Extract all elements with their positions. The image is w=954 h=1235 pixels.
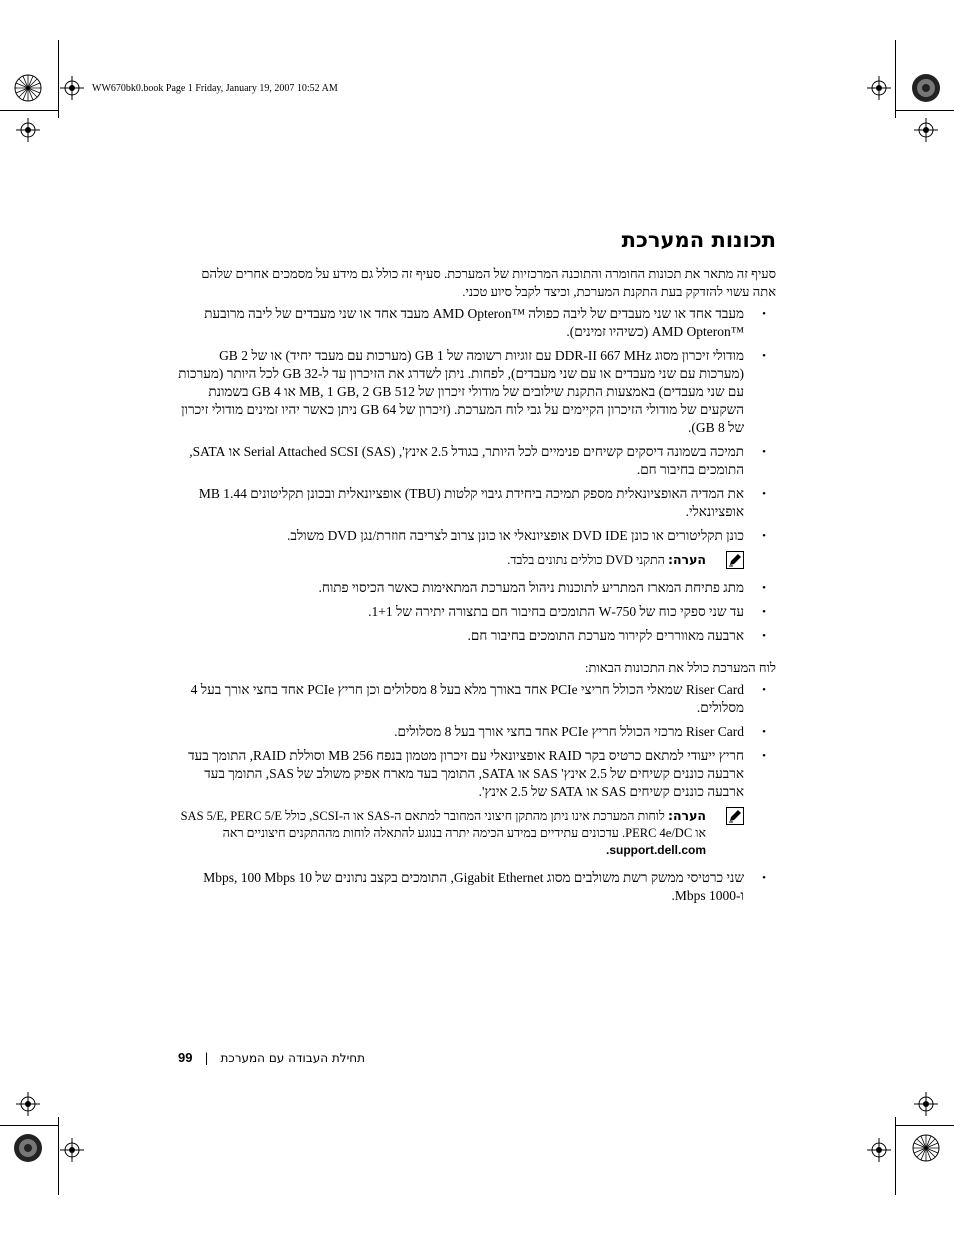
feature-list-a xyxy=(178,305,776,545)
list-item: • מודולי זיכרון מסוג DDR-II 667 MHz עם זוגיות רשומה של 1 GB (מערכות עם מעבד יחיד) או של 2 GB (מערכות עם שני מעבדים או עם שני מעבדים), לפחות. ניתן לשדרג את הזיכרון עד ל-32 GB לכל היותר (מערכות עם שני מעבדים) באמצעות התקנת שילובים של מודולי זיכרון של 512 MB, 1 GB, 2 GB או 4 GB בשמונת השקעים של מודולי הזיכרון הקיימים על גבי לוח המערכת. (זיכרון של 64 GB ניתן כאשר יהיו זמינים מודולי זיכרון של 8 GB). xyxy=(178,348,766,436)
bullet: • xyxy=(762,750,766,763)
crop-line-bottom-right-v xyxy=(895,1117,896,1195)
note-label: הערה: xyxy=(667,552,706,568)
list-item: • כונן תקליטורים או כונן DVD IDE אופציונאלי או כונן צרוב לצריבה חוזרת/נגן DVD משולב. xyxy=(286,528,766,544)
bullet: • xyxy=(762,684,766,697)
crop-line-top-left-v xyxy=(58,40,59,118)
crosshair-top-left-inner xyxy=(60,76,84,100)
chapter-title: תחילת העבודה עם המערכת xyxy=(220,1051,366,1065)
feature-list-d xyxy=(178,869,776,905)
list-item: • ארבעה מאווררים לקירור מערכת התומכים בחיבור חם. xyxy=(467,628,766,644)
page-number: 99 xyxy=(178,1050,193,1065)
note-text: התקני DVD כוללים נתונים בלבד. xyxy=(507,553,665,568)
bullet: • xyxy=(762,350,766,363)
crosshair-top-left-outer xyxy=(16,118,40,142)
page-content xyxy=(178,228,776,911)
bullet: • xyxy=(762,308,766,321)
registration-mark-top-right xyxy=(906,68,946,108)
registration-mark-bottom-left xyxy=(8,1128,48,1168)
list-item: • Riser Card שמאלי הכולל חריצי PCIe אחד באורך מלא בעל 8 מסלולים וכן חריץ PCIe אחד בחצי אורך בעל 4 מסלולים. xyxy=(190,682,766,716)
note-label: הערה: xyxy=(667,808,706,824)
note-pencil-icon xyxy=(726,807,744,825)
registration-mark-top-left xyxy=(8,68,48,108)
crop-line-bottom-right-h xyxy=(895,1125,954,1126)
list-item: • מעבד אחד או שני מעבדים של ליבה כפולה ™AMD Opteron מעבד אחד או שני מעבדים של ליבה מרובעת ™AMD Opteron (כשיהיו זמינים). xyxy=(204,306,766,340)
crop-line-top-right-h xyxy=(895,110,954,111)
list-item: • Riser Card מרכזי הכולל חריץ PCIe אחד בחצי אורך בעל 8 מסלולים. xyxy=(394,724,766,740)
note-pencil-icon xyxy=(726,551,744,569)
list-item: • חריץ ייעודי למתאם כרטיס בקר RAID אופציונאלי עם זיכרון מטמון בנפח 256 MB וסוללת RAID, התומך בעד ארבעה כוננים קשיחים של 2.5 אינץ' SAS או SATA, התומך בעד מארח אפיק משולב של SAS, התומך בעד ארבעה כוננים קשיחים SAS או SATA של 2.5 אינץ'. xyxy=(188,748,766,800)
list-item: • תמיכה בשמונה דיסקים קשיחים פנימיים לכל היותר, בגודל 2.5 אינץ', Serial Attached SCSI (SAS) או SATA, התומכים בחיבור חם. xyxy=(189,444,766,478)
support-link[interactable]: support.dell.com. xyxy=(605,843,706,858)
print-header: WW670bk0.book Page 1 Friday, January 19, 2007 10:52 AM xyxy=(92,83,338,94)
footer-separator: | xyxy=(204,1051,209,1065)
crosshair-bottom-left-inner xyxy=(60,1138,84,1162)
board-intro: לוח המערכת כולל את התכונות הבאות: xyxy=(584,660,776,676)
crosshair-top-right-outer xyxy=(914,118,938,142)
bullet: • xyxy=(762,872,766,885)
crosshair-bottom-right-outer xyxy=(914,1092,938,1116)
note-text: לוחות המערכת אינו ניתן מהתקן חיצוני המחובר למתאם ה-SAS או ה-SCSI, כולל SAS 5/E, PERC 5/E או PERC 4e/DC. עדכונים עתידיים במידע הכימה יתרה בנוגע להתאלה לוחות מההתקנים חיצוניים ראה xyxy=(180,809,706,841)
crop-line-top-left-h xyxy=(0,110,58,111)
crosshair-bottom-left-outer xyxy=(16,1092,40,1116)
list-item: • עד שני ספקי כוח של 750-W התומכים בחיבור חם בתצורה יתירה של 1+1. xyxy=(368,604,766,620)
crosshair-bottom-right-inner xyxy=(867,1138,891,1162)
bullet: • xyxy=(762,606,766,619)
crop-line-top-right-v xyxy=(895,40,896,118)
feature-list-b xyxy=(178,579,776,645)
bullet: • xyxy=(762,488,766,501)
page-footer xyxy=(178,1050,374,1065)
feature-list-c xyxy=(178,681,776,801)
bullet: • xyxy=(762,530,766,543)
list-item: • שני כרטיסי ממשק רשת משולבים מסוג Gigabit Ethernet, התומכים בקצב נתונים של 10 Mbps, 100 Mbps ו-1000 Mbps. xyxy=(203,870,766,904)
intro-paragraph: סעיף זה מתאר את תכונות החומרה והתוכנה המרכזיות של המערכת. סעיף זה כולל גם מידע על מסמכים אחרים שלהם אתה עשוי להזדקק בעת התקנת המערכת, וכיצד לקבל סיוע טכני. xyxy=(201,266,776,300)
bullet: • xyxy=(762,726,766,739)
page-title: תכונות המערכת xyxy=(621,228,776,252)
bullet: • xyxy=(762,446,766,459)
bullet: • xyxy=(762,630,766,643)
crop-line-bottom-left-v xyxy=(58,1117,59,1195)
registration-mark-bottom-right xyxy=(906,1128,946,1168)
list-item: • מתג פתיחת המארז המתריע לתוכנות ניהול המערכת המתאימות כאשר הכיסוי פתוח. xyxy=(318,580,766,596)
note-external-devices xyxy=(178,807,744,859)
crosshair-top-right-inner xyxy=(867,76,891,100)
list-item: • את המדיה האופציונאלית מספק תמיכה ביחידת גיבוי קלטות (TBU) אופציונאלית ובכונן תקליטונים 1.44 MB אופציונאלי. xyxy=(198,486,766,520)
note-dvd xyxy=(178,551,744,569)
crop-line-bottom-left-h xyxy=(0,1125,58,1126)
bullet: • xyxy=(762,582,766,595)
